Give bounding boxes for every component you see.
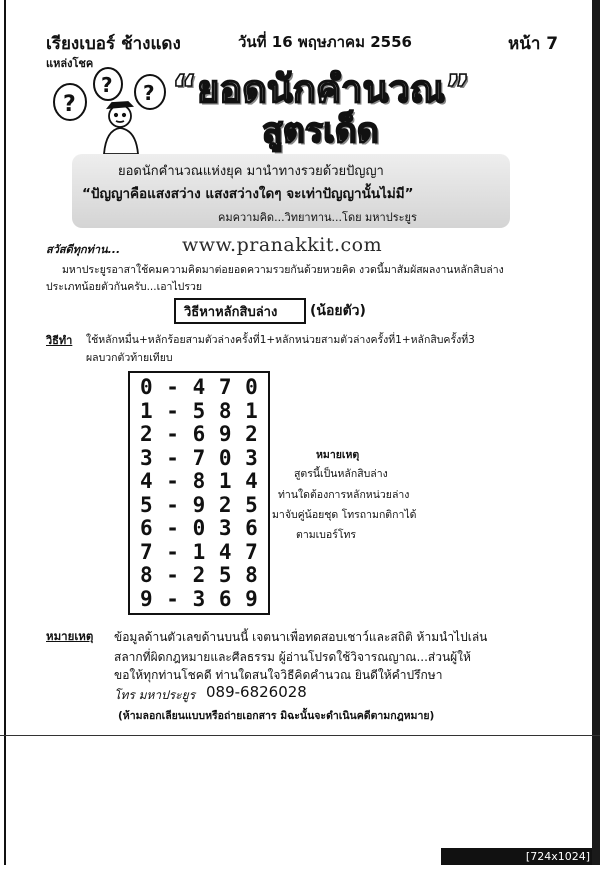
number-table (128, 371, 270, 615)
number-row: 2 - 6 9 2 (140, 422, 259, 446)
howto-label: วิธีทำ (46, 334, 73, 347)
scan-bottom-rule (0, 735, 600, 736)
side-note-title: หมายเหตุ (316, 449, 360, 461)
brand-name: เรียงเบอร์ ช้างแดง (46, 34, 181, 54)
banner-quote: “ปัญญาคือแสงสว่าง แสงสว่างใดๆ จะเท่าปัญญานั้นไม่มี” (82, 186, 414, 202)
number-row: 6 - 0 3 6 (140, 516, 259, 540)
intro-paragraph-line1: มหาประยูรอาสาใช้คมความคิดมาต่อยอดความรวยกันด้วยหวยคิด งวดนี้มาสัมผัสผลงานหลักสิบล่าง (62, 264, 504, 276)
issue-date: วันที่ 16 พฤษภาคม 2556 (238, 33, 412, 51)
disclaimer-label: หมายเหตุ (46, 629, 94, 643)
phone-number: 089-6826028 (206, 683, 307, 701)
number-row: 4 - 8 1 4 (140, 469, 259, 493)
intro-paragraph-line2: ประเภทน้อยตัวกันครับ...เอาไปรวย (46, 281, 203, 293)
disclaimer-line: ขอให้ทุกท่านโชคดี ท่านใดสนใจวิธีคิดคำนวณ ยินดีให้คำปรึกษา (114, 668, 443, 682)
method-title: วิธีหาหลักสิบล่าง (184, 305, 278, 320)
number-row: 8 - 2 5 8 (140, 563, 259, 587)
svg-text:?: ? (143, 81, 155, 105)
number-row: 3 - 7 0 3 (140, 445, 259, 470)
number-row: 5 - 9 2 5 (140, 492, 259, 517)
svg-text:?: ? (101, 73, 113, 97)
side-note-line: ท่านใดต้องการหลักหน่วยล่าง (278, 489, 410, 501)
howto-step-line2: ผลบวกตัวท้ายเทียบ (86, 352, 173, 364)
number-row: 7 - 1 4 7 (140, 539, 259, 564)
thinking-mascot-illustration (44, 62, 174, 154)
scholar-character-icon (104, 102, 138, 154)
disclaimer-line: ข้อมูลด้านตัวเลขด้านบนนี้ เจตนาเพื่อทดสอบเชาว์และสถิติ ห้ามนำไปเล่น (114, 630, 488, 644)
number-row: 0 - 4 7 0 (140, 375, 259, 399)
side-note-line: ตามเบอร์โทร (296, 529, 357, 541)
phone-prefix: โทร มหาประยูร (114, 688, 196, 702)
headline-subtitle: สูตรเด็ด (262, 111, 379, 151)
upload-watermark: [724x1024] https://upic.me/ (441, 848, 592, 865)
howto-step-line1: ใช้หลักหมื่น+หลักร้อยสามตัวล่างครั้งที่1+หลักหน่วยสามตัวล่างครั้งที่1+หลักสิบครั้งที่3 (86, 334, 475, 346)
question-bubble-center-icon (94, 68, 122, 100)
banner-byline: คมความคิด...วิทยาทาน...โดย มหาประยูร (218, 211, 417, 224)
svg-text:?: ? (63, 92, 76, 117)
disclaimer-line: สลากที่ผิดกฎหมายและศีลธรรม ผู้อ่านโปรดใช้วิจารณญาณ...ส่วนผู้ให้ (114, 650, 471, 664)
banner-tagline: ยอดนักคำนวณแห่งยุค มานำทางรวยด้วยปัญญา (118, 164, 384, 179)
greeting: สวัสดีทุกท่าน... (46, 243, 121, 256)
copyright-warning: (ห้ามลอกเลียนแบบหรือถ่ายเอกสาร มิฉะนั้นจะดำเนินคดีตามกฎหมาย) (118, 710, 435, 722)
method-qualifier: (น้อยตัว) (310, 303, 366, 319)
number-row: 1 - 5 8 1 (140, 398, 259, 423)
website-url: www.pranakkit.com (182, 234, 383, 256)
headline-title: “ยอดนักคำนวณ” (172, 67, 471, 111)
question-bubble-left-icon (54, 84, 86, 120)
section-label: แหล่งโชค (46, 57, 94, 70)
number-row: 9 - 3 6 9 (140, 586, 259, 611)
page-number: หน้า 7 (508, 34, 559, 54)
question-bubble-right-icon (135, 75, 165, 109)
side-note-line: สูตรนี้เป็นหลักสิบล่าง (294, 468, 388, 480)
side-note-line: มาจับคู่น้อยชุด โทรถามกติกาได้ (272, 509, 417, 521)
